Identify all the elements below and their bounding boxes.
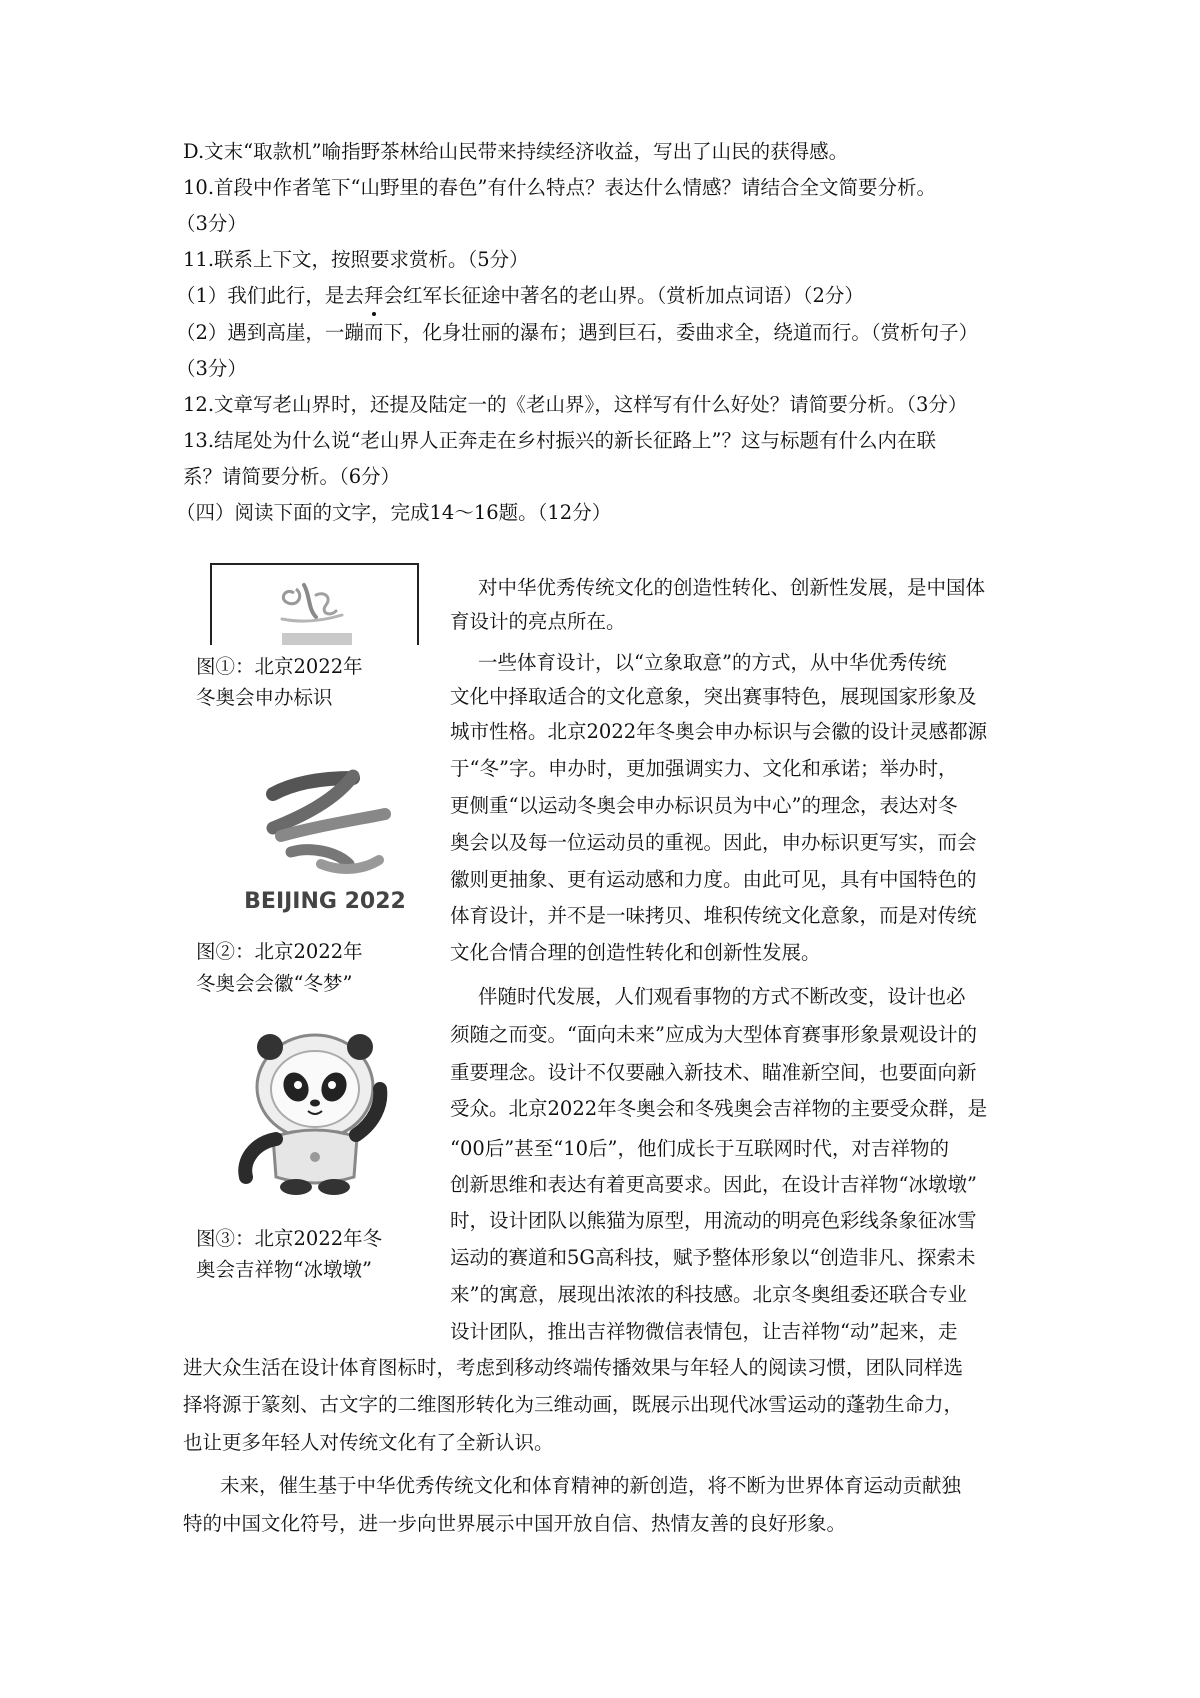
question-11-part-1-prefix: （1）我们此行，是去 [176,284,364,307]
figure-2-caption-line-2: 冬奥会会徽“冬梦” [196,972,353,995]
paragraph-2-line: 文化中择取适合的文化意象，突出赛事特色，展现国家形象及 [450,685,977,708]
question-10-score: （3分） [176,212,247,235]
paragraph-2-line: 体育设计，并不是一味拷贝、堆积传统文化意象，而是对传统 [450,904,977,927]
paragraph-3-line: 设计团队，推出吉祥物微信表情包，让吉祥物“动”起来，走 [450,1320,958,1343]
panda-mascot-icon [218,1027,413,1197]
emphasized-character: 拜 [364,281,384,311]
paragraph-3-full-line: 也让更多年轻人对传统文化有了全新认识。 [183,1431,554,1454]
winter-dream-emblem-icon [225,752,425,922]
question-11: 11.联系上下文，按照要求赏析。（5分） [183,248,529,271]
paragraph-3-line: 须随之而变。“面向未来”应成为大型体育赛事形象景观设计的 [450,1023,977,1046]
figure-2-emblem [225,752,425,922]
question-11-part-2: （2）遇到高崖，一蹦而下，化身壮丽的瀑布；遇到巨石，委曲求全，绕道而行。（赏析句子） [176,321,979,344]
figure-1-caption-line-1: 图①：北京2022年 [196,655,363,678]
figure-3-caption-line-1: 图③：北京2022年冬 [196,1227,383,1250]
paragraph-3-line: 时，设计团队以熊猫为原型，用流动的明亮色彩线条象征冰雪 [450,1209,977,1232]
emblem-text: BEIJING 2022 [244,889,406,914]
paragraph-2-line: 城市性格。北京2022年冬奥会申办标识与会徽的设计灵感都源 [450,720,988,743]
paragraph-2-line: 文化合情合理的创造性转化和创新性发展。 [450,941,821,964]
paragraph-1-line: 育设计的亮点所在。 [450,610,626,633]
paragraph-3-line: 伴随时代发展，人们观看事物的方式不断改变，设计也必 [478,985,966,1008]
paragraph-3-line: 重要理念。设计不仅要融入新技术、瞄准新空间，也要面向新 [450,1061,977,1084]
question-13: 13.结尾处为什么说“老山界人正奔走在乡村振兴的新长征路上”？这与标题有什么内在联 [183,429,936,452]
paragraph-3-full-line: 择将源于篆刻、古文字的二维图形转化为三维动画，既展示出现代冰雪运动的蓬勃生命力， [183,1393,964,1416]
paragraph-2-line: 一些体育设计，以“立象取意”的方式，从中华优秀传统 [478,651,947,674]
question-9-option-d: D.文末“取款机”喻指野茶林给山民带来持续经济收益，写出了山民的获得感。 [183,140,849,163]
question-12: 12.文章写老山界时，还提及陆定一的《老山界》，这样写有什么好处？请简要分析。（3分） [183,393,968,416]
paragraph-1-line: 对中华优秀传统文化的创造性转化、创新性发展，是中国体 [478,576,986,599]
question-10: 10.首段中作者笔下“山野里的春色”有什么特点？表达什么情感？请结合全文简要分析。 [183,176,936,199]
paragraph-4-line: 特的中国文化符号，进一步向世界展示中国开放自信、热情友善的良好形象。 [183,1512,847,1535]
paragraph-2-line: 更侧重“以运动冬奥会申办标识员为中心”的理念，表达对冬 [450,794,958,817]
paragraph-2-line: 奥会以及每一位运动员的重视。因此，申办标识更写实，而会 [450,831,977,854]
bid-logo-calligraphy-icon [212,565,417,645]
paragraph-2-line: 徽则更抽象、更有运动感和力度。由此可见，具有中国特色的 [450,868,977,891]
figure-3-caption-line-2: 奥会吉祥物“冰墩墩” [196,1258,372,1281]
paragraph-3-line: 受众。北京2022年冬奥会和冬残奥会吉祥物的主要受众群，是 [450,1097,988,1120]
paragraph-3-line: 创新思维和表达有着更高要求。因此，在设计吉祥物“冰墩墩” [450,1173,977,1196]
figure-1-caption-line-2: 冬奥会申办标识 [196,686,333,709]
question-11-part-1-suffix: 会红军长征途中著名的老山界。（赏析加点词语）（2分） [383,284,864,307]
paragraph-4-line: 未来，催生基于中华优秀传统文化和体育精神的新创造，将不断为世界体育运动贡献独 [220,1474,962,1497]
paragraph-3-line: 来”的寓意，展现出浓浓的科技感。北京冬奥组委还联合专业 [450,1283,967,1306]
figure-3-mascot [218,1027,413,1197]
section-4-heading: （四）阅读下面的文字，完成14～16题。（12分） [176,501,612,524]
paragraph-3-line: “00后”甚至“10后”，他们成长于互联网时代，对吉祥物的 [450,1137,950,1160]
paragraph-3-full-line: 进大众生活在设计体育图标时，考虑到移动终端传播效果与年轻人的阅读习惯，团队同样选 [183,1356,964,1379]
question-11-part-2-score: （3分） [176,357,247,380]
figure-2-caption-line-1: 图②：北京2022年 [196,940,363,963]
paragraph-3-line: 运动的赛道和5G高科技，赋予整体形象以“创造非凡、探索未 [450,1246,976,1269]
figure-1-bid-logo [210,563,419,645]
question-11-part-1 [176,281,864,311]
question-13-continued: 系？请简要分析。（6分） [183,465,401,488]
paragraph-2-line: 于“冬”字。申办时，更加强调实力、文化和承诺；举办时， [450,757,958,780]
